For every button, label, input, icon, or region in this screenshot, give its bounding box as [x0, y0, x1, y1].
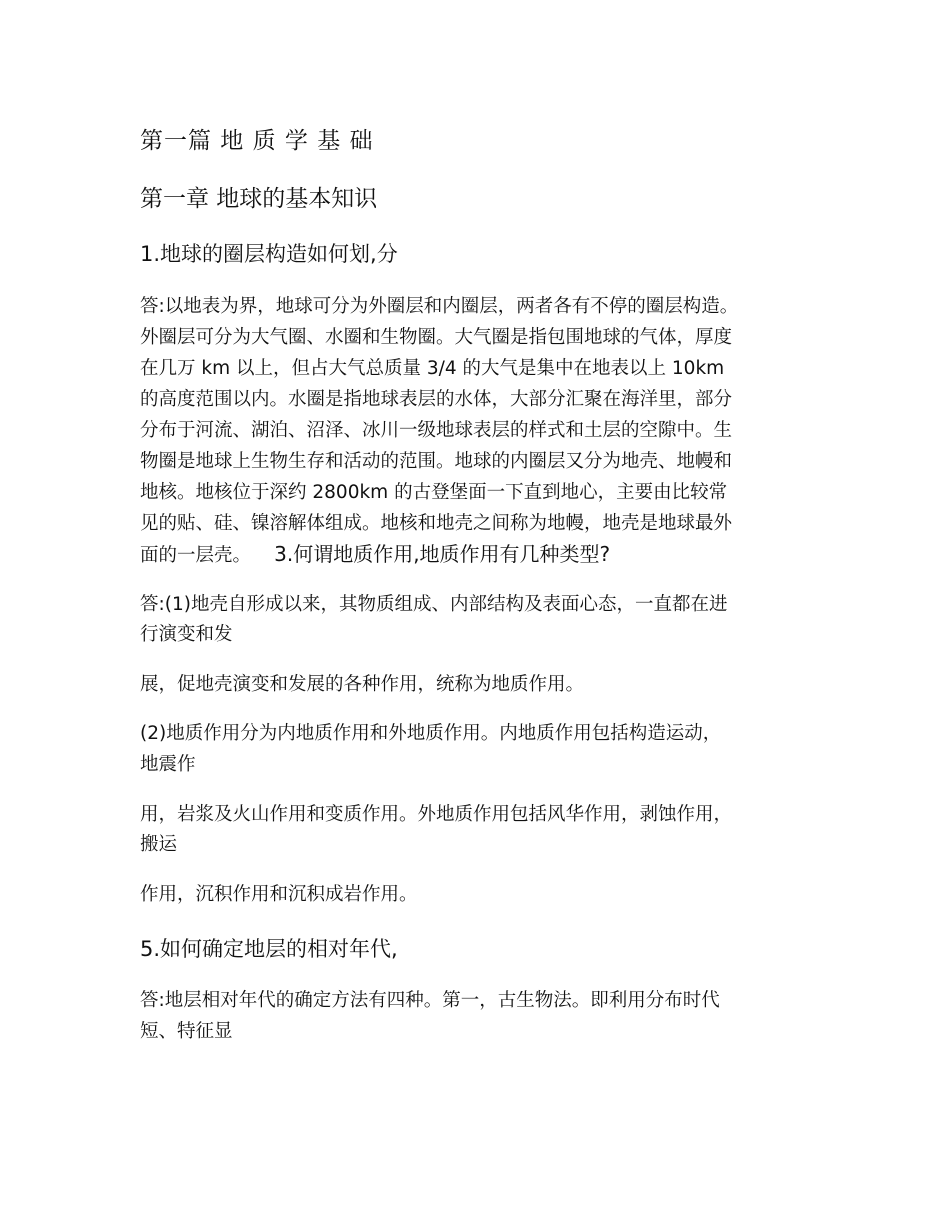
answer-3-2-line: 作用，沉积作用和沉积成岩作用。	[140, 884, 418, 905]
question-5-heading: 5.如何确定地层的相对年代,	[140, 937, 398, 961]
answer-1-line: 答:以地表为界，地球可分为外圈层和内圈层，两者各有不停的圈层构造。	[140, 296, 739, 317]
answer-1-last-line-with-question-3	[140, 538, 610, 567]
answer-3-2-line: 地震作	[140, 754, 196, 775]
answer-5-line: 答:地层相对年代的确定方法有四种。第一，古生物法。即利用分布时代	[140, 990, 720, 1011]
answer-1-last-line: 面的一层壳。	[140, 545, 252, 566]
chapter-title: 第一章 地球的基本知识	[140, 186, 378, 212]
answer-1-line: 地核。地核位于深约 2800km 的古登堡面一下直到地心，主要由比较常	[140, 482, 728, 503]
answer-3-1-line: 答:(1)地壳自形成以来，其物质组成、内部结构及表面心态，一直都在进	[140, 594, 728, 615]
answer-1-line: 物圈是地球上生物生存和活动的范围。地球的内圈层又分为地壳、地幔和	[140, 451, 733, 472]
answer-1-line: 的高度范围以内。水圈是指地球表层的水体，大部分汇聚在海洋里，部分	[140, 389, 733, 410]
question-1-heading: 1.地球的圈层构造如何划,分	[140, 242, 398, 266]
answer-1-line: 在几万 km 以上，但占大气总质量 3/4 的大气是集中在地表以上 10km	[140, 358, 725, 379]
answer-1-line: 见的贴、硅、镍溶解体组成。地核和地壳之间称为地幔，地壳是地球最外	[140, 513, 733, 534]
question-3-heading: 3.何谓地质作用,地质作用有几种类型?	[274, 542, 611, 566]
answer-5-line: 短、特征显	[140, 1021, 233, 1042]
answer-1-line: 分布于河流、湖泊、沼泽、冰川一级地球表层的样式和土层的空隙中。生	[140, 420, 733, 441]
answer-3-1-line: 行演变和发	[140, 624, 233, 645]
part-title: 第一篇 地 质 学 基 础	[140, 128, 374, 154]
answer-3-1-line: 展，促地壳演变和发展的各种作用，统称为地质作用。	[140, 674, 585, 695]
answer-3-2-line: 用，岩浆及火山作用和变质作用。外地质作用包括风华作用，剥蚀作用，	[140, 804, 733, 825]
answer-1-line: 外圈层可分为大气圈、水圈和生物圈。大气圈是指包围地球的气体，厚度	[140, 327, 733, 348]
answer-3-2-line: (2)地质作用分为内地质作用和外地质作用。内地质作用包括构造运动，	[140, 723, 722, 744]
answer-3-2-line: 搬运	[140, 834, 178, 855]
